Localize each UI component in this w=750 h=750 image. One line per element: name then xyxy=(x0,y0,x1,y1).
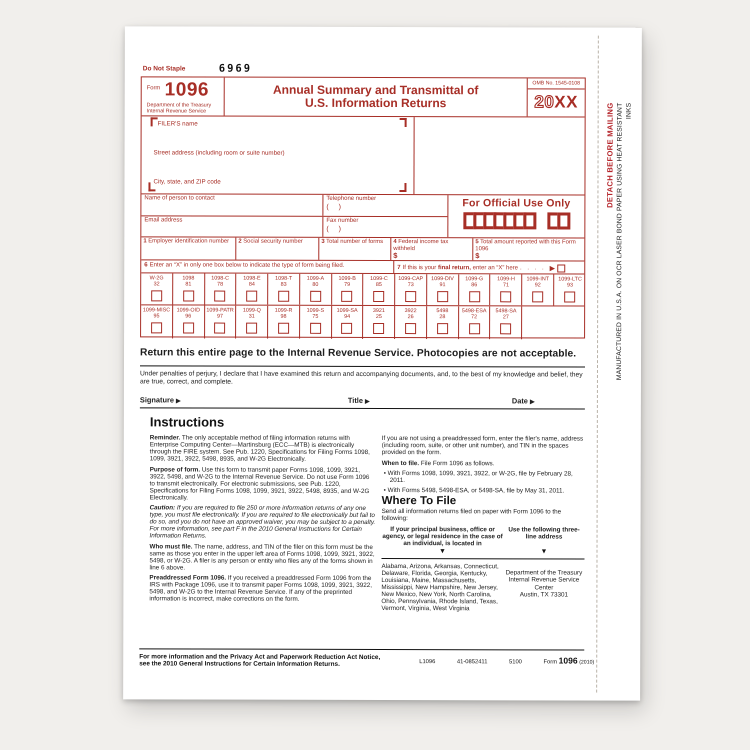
down-arrow-icon: ▼ xyxy=(439,547,446,555)
form-type-cell xyxy=(205,306,237,339)
instructions-right-column xyxy=(381,435,584,612)
footer-notice: For more information and the Privacy Act and Paperwork Reduction Act Notice, see the 2010 General Instructions for Certain Information Returns. xyxy=(139,653,381,669)
where-to-file-intro: Send all information returns filed on paper with Form 1096 to the following: xyxy=(381,507,562,522)
blank-label-box xyxy=(414,117,584,194)
form-header xyxy=(142,77,585,116)
right-arrow-icon: ▶ xyxy=(529,399,535,406)
top-line xyxy=(141,62,586,75)
line-6-text: Enter an “X” in only one box below to indicate the type of form being filed. xyxy=(149,262,345,269)
box-label: Employer identification number xyxy=(148,238,230,245)
form-type-row-2 xyxy=(141,304,584,339)
title-label[interactable]: Title ▶ xyxy=(347,395,370,405)
form-type-name: 1099-H xyxy=(497,276,515,283)
form-type-cell xyxy=(332,306,364,339)
form-title xyxy=(225,78,527,117)
table-col2-header: Use the following three-line address xyxy=(508,525,580,540)
box-label: Total amount reported with this Form 1096 xyxy=(475,239,576,252)
form-type-checkbox[interactable] xyxy=(278,291,289,302)
telephone-field[interactable] xyxy=(323,195,447,216)
do-not-staple-label: Do Not Staple xyxy=(142,65,186,73)
preaddressed-note: If you are not using a preaddressed form, enter the filer's name, address (including room, suite, or other unit number), and TIN in the spaces provided on the form. xyxy=(381,434,584,457)
when-to-file-lead: When to file. xyxy=(381,459,420,467)
form-type-code: 98 xyxy=(280,313,287,320)
form-type-name: 1099-OID xyxy=(176,307,200,314)
official-use-boxes xyxy=(448,212,584,229)
form-type-name: 1098 xyxy=(182,275,195,282)
box-number: 4 xyxy=(393,239,397,246)
official-use-title: For Official Use Only xyxy=(462,197,571,210)
form-type-cell xyxy=(364,274,396,305)
final-return-checkbox[interactable] xyxy=(557,264,565,272)
form-type-cell xyxy=(268,306,300,339)
footer-code-ein: 41-0852411 xyxy=(456,659,488,666)
footer-divider xyxy=(139,648,584,650)
paragraph-lead: Purpose of form. xyxy=(149,465,201,474)
down-arrow-icon: ▼ xyxy=(540,547,548,555)
amount-box[interactable] xyxy=(473,238,584,260)
footer-codes xyxy=(419,655,594,665)
form-type-code: 95 xyxy=(153,313,160,320)
bullet-text: With Forms 5498, 5498-ESA, or 5498-SA, file by May 31, 2011. xyxy=(387,486,565,494)
year-prefix: 20 xyxy=(534,92,555,112)
form-type-name: 5498-SA xyxy=(495,308,517,315)
form-type-name: 3921 xyxy=(372,307,385,315)
street-address-label: Street address (including room or suite number) xyxy=(153,149,285,157)
form-type-name: 3922 xyxy=(404,308,417,315)
paragraph-text: The only acceptable method of filing information returns with Enterprise Computing Center—Martinsburg (ECC—MTB) is electronically through the FIRE system. See Pub. 1220, Specifications for Filing Forms 1098, 1099, 3921, 3922, 5498, 8935, and W-2G Electronically. xyxy=(149,434,370,463)
stub-vertical-text xyxy=(605,103,634,384)
form-type-checkbox[interactable] xyxy=(437,323,448,334)
form-type-cell xyxy=(395,274,427,305)
paragraph-lead: Who must file. xyxy=(149,542,193,551)
paragraph-text: If you are required to file 250 or more information returns of any one type, you must file electronically. If you are required to file electronically but fail to do so, and you do not have an approved waiver, you may be subject to a penalty. For more information, see part F in the 2010 General Instructions for Certain Information Returns. xyxy=(149,504,376,540)
form-type-cell xyxy=(141,273,173,304)
when-to-file-text: File Form 1096 as follows. xyxy=(420,459,495,467)
form-type-cell xyxy=(427,274,459,305)
form-type-cell xyxy=(173,305,205,338)
dot-leaders: . . . . xyxy=(519,265,546,272)
bullet-text: With Forms 1098, 1099, 3921, 3922, or W-2G, file by February 28, 2011. xyxy=(387,470,573,485)
form-type-code: 86 xyxy=(471,282,478,289)
instruction-paragraph xyxy=(150,466,376,502)
paragraph-text: Use this form to transmit paper Forms 1098, 1099, 3921, 3922, 5498, and W-2G to the Internal Revenue Service. Do not use Form 1096 to transmit electronically. For electronic submissions, see Pub. 1220, Specifications for Filing Forms 1098, 1099, 3921, 3922, 5498, 8935, and W-2G Electronically. xyxy=(149,466,370,501)
perforation-line xyxy=(596,36,599,693)
where-to-file-table xyxy=(381,525,584,612)
form-type-code: 31 xyxy=(248,313,255,320)
form-type-code: 25 xyxy=(375,313,382,320)
form-type-checkbox[interactable] xyxy=(532,291,543,302)
omb-year-block xyxy=(527,78,585,116)
telephone-parens: ( ) xyxy=(326,203,346,211)
form-type-name: 1099-S xyxy=(306,307,325,314)
paragraph-lead: Preaddressed Form 1096. xyxy=(149,574,227,582)
filer-address-box[interactable] xyxy=(141,116,414,194)
irs-address xyxy=(503,563,584,612)
form-type-name: 1099-SA xyxy=(336,307,358,314)
perjury-statement: Under penalties of perjury, I declare that I have examined this return and accompanying documents, and, to the best of my knowledge and belief, they are true, correct, and complete. xyxy=(139,370,583,386)
form-type-code: 75 xyxy=(312,313,319,320)
box-label: Social security number xyxy=(243,238,303,245)
form-type-code: 78 xyxy=(217,281,224,288)
form-type-checkbox[interactable] xyxy=(246,291,257,302)
footer-form-signature: Form 1096 (2010) xyxy=(543,655,595,666)
detach-before-mailing-text: DETACH BEFORE MAILING xyxy=(605,102,615,208)
form-type-checkbox[interactable] xyxy=(500,323,511,334)
amount-box[interactable] xyxy=(141,237,236,259)
paragraph-text: If you received a preaddressed Form 1096 from the IRS with Package 1096, use it to transmit paper Forms 1098, 1099, 3921, 3922, 5498, and W-2G to the Internal Revenue Service. If any of the preprinted information is incorrect, make corrections on the form. xyxy=(149,574,373,603)
form-type-code: 93 xyxy=(567,282,574,289)
form-type-code: 97 xyxy=(217,313,224,320)
form-type-code: 91 xyxy=(439,282,446,289)
email-field[interactable] xyxy=(141,216,323,237)
fax-field[interactable] xyxy=(323,216,447,237)
form-word: Form xyxy=(146,85,161,92)
table-col1-header: If your principal business, office or agency, or legal residence in the case of an individual, is located in xyxy=(382,525,503,547)
form-type-checkbox[interactable] xyxy=(342,323,353,334)
form-type-code: 83 xyxy=(280,281,287,288)
form-type-checkbox[interactable] xyxy=(214,323,225,334)
form-type-cell xyxy=(300,274,332,305)
bullet-item: • With Forms 5498, 5498-ESA, or 5498-SA, file by May 31, 2011. xyxy=(383,486,565,494)
dollar-sign: $ xyxy=(393,251,398,261)
form-type-checkbox[interactable] xyxy=(183,322,194,333)
scan-code: 6969 xyxy=(218,62,253,75)
form-type-code: 84 xyxy=(248,281,255,288)
form-type-code: 94 xyxy=(344,313,351,320)
instruction-paragraph xyxy=(149,543,375,572)
fax-label: Fax number xyxy=(326,217,359,224)
box-number: 2 xyxy=(238,238,242,245)
amount-box[interactable] xyxy=(236,238,319,260)
return-notice: Return this entire page to the Internal Revenue Service. Photocopies are not acceptable. xyxy=(140,347,577,360)
official-use-box xyxy=(523,212,536,229)
contact-name-field[interactable] xyxy=(141,194,323,215)
form-type-code: 80 xyxy=(312,281,319,288)
form-type-cell xyxy=(268,274,300,305)
telephone-label: Telephone number xyxy=(326,195,377,202)
form-number-block xyxy=(142,77,225,115)
irs-address-line-2: Internal Revenue Service Center xyxy=(508,576,580,591)
instructions-heading: Instructions xyxy=(149,414,225,430)
form-type-code: 28 xyxy=(439,314,446,321)
right-arrow-icon: ▶ xyxy=(365,398,370,405)
form-type-checkbox[interactable] xyxy=(437,291,448,302)
form-type-name: 1098-C xyxy=(211,275,229,282)
form-type-checkbox[interactable] xyxy=(310,323,321,334)
line-7-bold: final return, xyxy=(437,265,471,272)
corner-bracket-icon xyxy=(151,117,158,126)
amount-boxes-row xyxy=(141,236,584,260)
form-type-code: 79 xyxy=(344,281,351,288)
form-type-checkbox[interactable] xyxy=(405,291,416,302)
box-number: 1 xyxy=(143,238,147,245)
line-6-7-row xyxy=(141,259,584,273)
line-7-final-return xyxy=(394,261,584,273)
form-type-checkbox[interactable] xyxy=(469,323,480,334)
form-body xyxy=(140,76,586,338)
official-use-area xyxy=(448,195,584,237)
form-type-cell xyxy=(459,274,491,305)
paragraph-lead: Reminder. xyxy=(149,434,181,442)
form-type-cell xyxy=(332,274,364,305)
form-type-name: 1099-CAP xyxy=(398,276,424,283)
where-to-file-heading: Where To File xyxy=(381,494,457,507)
corner-bracket-icon xyxy=(399,183,406,192)
instruction-paragraph xyxy=(150,504,376,540)
form-type-cell xyxy=(205,274,237,305)
form-type-name: 1099-DIV xyxy=(431,276,454,283)
form-type-code: 73 xyxy=(407,282,414,289)
footer-code-5100: 5100 xyxy=(509,659,522,666)
form-type-name: 1099-C xyxy=(370,275,388,283)
form-type-name: 1099-Q xyxy=(242,307,261,314)
form-type-code: 96 xyxy=(185,313,192,320)
form-type-code: 81 xyxy=(185,281,192,288)
form-type-cell xyxy=(363,306,395,339)
form-type-checkbox[interactable] xyxy=(183,290,194,301)
manufactured-text: MANUFACTURED IN U.S.A. ON OCR LASER BOND PAPER USING HEAT RESISTANT INKS xyxy=(615,102,633,381)
signature-label[interactable]: Signature ▶ xyxy=(139,395,181,405)
form-type-code: 26 xyxy=(407,314,414,321)
form-type-checkbox[interactable] xyxy=(500,291,511,302)
box-number: 5 xyxy=(475,239,479,246)
form-type-name: 1099-G xyxy=(465,276,484,283)
contact-box xyxy=(141,194,448,237)
dollar-sign: $ xyxy=(475,251,480,261)
form-type-cell xyxy=(459,306,491,339)
form-type-cell xyxy=(236,274,268,305)
form-type-name: 1099-INT xyxy=(526,276,550,283)
form-type-checkbox[interactable] xyxy=(469,291,480,302)
form-type-checkbox[interactable] xyxy=(278,323,289,334)
line-7-pre: If this is your xyxy=(402,265,437,272)
footer xyxy=(139,652,595,675)
fax-parens: ( ) xyxy=(326,225,345,233)
form-type-checkbox[interactable] xyxy=(342,291,353,302)
form-type-checkbox[interactable] xyxy=(373,291,384,302)
agency-line-1: Department of the Treasury xyxy=(146,102,212,109)
form-type-cell xyxy=(395,306,427,339)
box-label: Total number of forms xyxy=(326,238,384,246)
form-type-cell xyxy=(554,274,584,305)
form-type-name: 1099-B xyxy=(338,275,356,282)
form-type-code: 27 xyxy=(502,314,509,321)
omb-number: OMB No. 1545-0108 xyxy=(528,78,585,89)
form-type-name: 1099-PATR xyxy=(206,307,234,314)
form-type-cell xyxy=(491,274,523,305)
divider xyxy=(140,365,585,367)
form-type-name: 1099-LTC xyxy=(558,276,582,283)
form-type-checkbox[interactable] xyxy=(151,322,162,333)
bullet-item: • With Forms 1098, 1099, 3921, 3922, or W-2G, file by February 28, 2011. xyxy=(383,470,573,485)
amount-box[interactable] xyxy=(391,238,473,260)
form-type-code: 85 xyxy=(375,281,382,288)
irs-address-line-3: Austin, TX 73301 xyxy=(519,591,568,599)
official-use-box xyxy=(557,212,570,229)
states-list: Alabama, Arizona, Arkansas, Connecticut, Delaware, Florida, Georgia, Kentucky, Louisiana, Maine, Massachusetts, Mississippi, New Hampshire, New Jersey, New Mexico, New York, North Carolina, Ohio, Pennsylvania, Rhode Island, Texas, Vermont, Virginia, West Virginia xyxy=(381,562,499,612)
line-6-number: 6 xyxy=(144,262,148,269)
form-type-name: 1099-R xyxy=(274,307,293,314)
form-type-name: 1099-MISC xyxy=(142,307,171,314)
tax-year xyxy=(528,89,585,112)
form-title-line-1: Annual Summary and Transmittal of xyxy=(273,82,479,98)
form-type-checkbox[interactable] xyxy=(215,291,226,302)
paragraph-lead: Caution: xyxy=(149,504,176,512)
right-arrow-icon: ▶ xyxy=(549,265,556,273)
form-type-cell xyxy=(522,274,554,305)
right-arrow-icon: ▶ xyxy=(176,398,181,405)
table-divider xyxy=(381,557,584,559)
form-1096-page xyxy=(123,26,642,700)
instructions-left-column xyxy=(149,434,375,606)
box-number: 3 xyxy=(321,238,325,245)
box-label: Federal income tax withheld xyxy=(393,239,449,252)
signature-row xyxy=(140,388,585,409)
when-to-file-bullets xyxy=(382,470,585,494)
form-type-name: 1098-E xyxy=(243,275,261,282)
footer-code-l1096: L1096 xyxy=(419,659,436,666)
city-state-zip-label: City, state, and ZIP code xyxy=(153,178,221,186)
form-type-checkbox[interactable] xyxy=(310,291,321,302)
date-label[interactable]: Date ▶ xyxy=(511,396,535,406)
corner-bracket-icon xyxy=(400,118,407,127)
form-type-checkbox[interactable] xyxy=(564,291,575,302)
form-type-code: 32 xyxy=(153,281,160,288)
line-6-instruction xyxy=(141,260,394,273)
form-type-name: 5498 xyxy=(436,308,449,315)
when-to-file xyxy=(382,459,585,467)
irs-address-line-1: Department of the Treasury xyxy=(505,568,583,577)
form-type-name: 1098-T xyxy=(275,275,293,282)
form-title-line-2: U.S. Information Returns xyxy=(304,95,447,111)
form-type-cell xyxy=(300,306,332,339)
form-number: 1096 xyxy=(164,79,210,101)
contact-name-label: Name of person to contact xyxy=(144,195,215,202)
form-type-cell xyxy=(490,306,522,339)
instruction-paragraph xyxy=(150,434,376,463)
form-type-code: 72 xyxy=(471,314,478,321)
instruction-paragraph xyxy=(149,574,375,603)
email-label: Email address xyxy=(144,216,183,223)
form-type-name: 5498-ESA xyxy=(461,308,487,315)
form-type-cell xyxy=(427,306,459,339)
form-type-code: 92 xyxy=(534,282,541,289)
line-7-number: 7 xyxy=(397,265,401,272)
agency-line-2: Internal Revenue Service xyxy=(146,108,207,115)
form-type-name: 1099-A xyxy=(306,275,325,282)
contact-section xyxy=(141,193,584,237)
form-type-code: 71 xyxy=(502,282,510,289)
paragraph-text: The name, address, and TIN of the filer on this form must be the same as those you enter in the upper left area of Forms 1098, 1099, 3921, 3922, 5498, or W-2G. A filer is any person or entity who files any of the forms shown in line 6 above. xyxy=(149,543,375,571)
filer-section xyxy=(141,115,584,194)
filer-name-label: FILER'S name xyxy=(157,120,198,128)
form-type-checkbox[interactable] xyxy=(405,323,416,334)
form-type-checkbox[interactable] xyxy=(246,323,257,334)
form-type-checkbox[interactable] xyxy=(151,290,162,301)
form-type-row-1 xyxy=(141,272,584,305)
form-type-cell xyxy=(173,273,205,304)
form-type-name: W-2G xyxy=(149,275,164,282)
form-type-checkbox[interactable] xyxy=(373,323,384,334)
year-xx: XX xyxy=(554,92,579,112)
line-7-post: enter an “X” here xyxy=(472,265,519,272)
amount-box[interactable] xyxy=(319,238,391,260)
form-type-cell xyxy=(236,306,268,339)
form-type-cell xyxy=(141,305,173,338)
